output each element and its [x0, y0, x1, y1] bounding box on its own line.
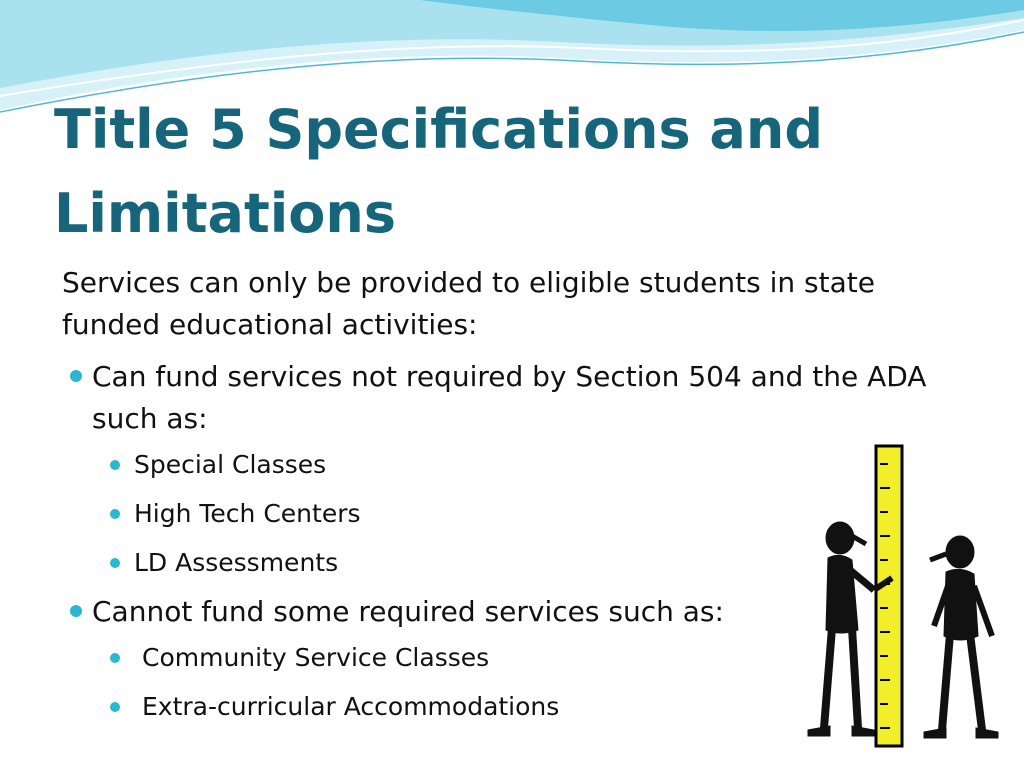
- bullet-dot-icon: [110, 509, 120, 519]
- sub-bullet-text: Extra-curricular Accommodations: [142, 692, 560, 721]
- bullet-level1: [62, 356, 962, 440]
- bullet-dot-icon: [110, 460, 120, 470]
- ruler-icon: [876, 446, 902, 746]
- bullet-dot-icon: [110, 702, 120, 712]
- bullet-text: Can fund services not required by Section 504 and the ADA such as:: [92, 360, 927, 435]
- bullet-dot-icon: [70, 370, 82, 382]
- sub-bullet-text: Community Service Classes: [142, 643, 490, 672]
- intro-text: Services can only be provided to eligible students in state funded educational activities:: [62, 266, 875, 341]
- measuring-clipart: [800, 440, 1010, 750]
- sub-bullet-text: High Tech Centers: [134, 499, 361, 528]
- sub-bullet-text: Special Classes: [134, 450, 327, 479]
- bullet-dot-icon: [110, 558, 120, 568]
- slide-title: Title 5 Specifications and Limitations: [54, 98, 823, 245]
- bullet-dot-icon: [70, 605, 82, 617]
- bullet-text: Cannot fund some required services such as:: [92, 595, 724, 628]
- bullet-dot-icon: [110, 653, 120, 663]
- sub-bullet-text: LD Assessments: [134, 548, 339, 577]
- person-silhouette-icon: [924, 536, 998, 738]
